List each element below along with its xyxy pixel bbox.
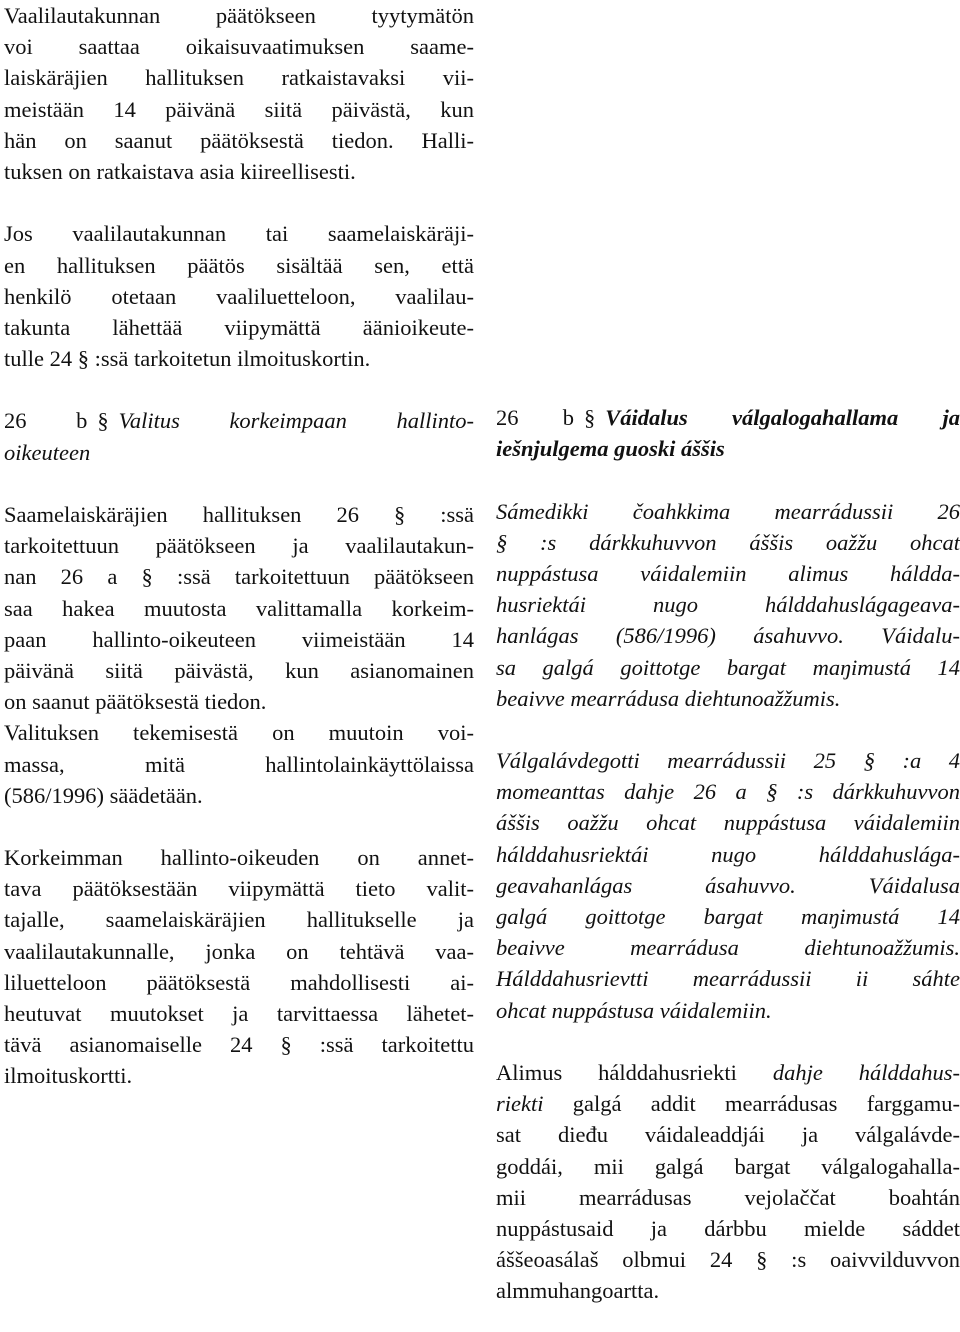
text-line: tajalle, saamelaiskäräjien hallitukselle ja bbox=[4, 907, 474, 933]
paragraph-election-committee bbox=[496, 745, 960, 1026]
text-line: riekti galgá addit mearrádusas farggamu- bbox=[496, 1091, 960, 1117]
text-line: beaivve mearrádusa diehtunoažžumis. bbox=[496, 935, 960, 961]
text-line: Vaalilautakunnan päätökseen tyytymätön bbox=[4, 3, 474, 28]
text-line: áššis oažžu ohcat nuppástusa váidalemiin bbox=[496, 810, 960, 836]
text-line: hanlágas (586/1996) ásahuvvo. Váidalu- bbox=[496, 623, 960, 649]
text-line: liluetteloon päätöksestä mahdollisesti ai- bbox=[4, 969, 474, 995]
section-sign: § bbox=[97, 408, 109, 434]
text-line: on saanut päätöksestä tiedon. bbox=[4, 689, 267, 715]
text-line: áššeoasálaš olbmui 24 § :s oaivvilduvvon bbox=[496, 1247, 960, 1273]
text-line: Hálddahusrievtti mearrádussii ii sáhte bbox=[496, 966, 960, 992]
text-line: henkilö otetaan vaaliluetteloon, vaalilau- bbox=[4, 283, 474, 309]
section-sign: § bbox=[583, 405, 596, 430]
section-heading bbox=[4, 405, 474, 467]
text-line: hän on saanut päätöksestä tiedon. Halli- bbox=[4, 127, 474, 153]
left-column bbox=[4, 0, 474, 1092]
text-line: hálddahusriektái nugo hálddahuslága- bbox=[496, 841, 960, 867]
text-line: geavahanlágas ásahuvvo. Váidalusa bbox=[496, 872, 960, 898]
text-line: en hallituksen päätös sisältää sen, että bbox=[4, 252, 474, 278]
text-line: nuppástusaid ja dárbbu mielde sáddet bbox=[496, 1215, 960, 1241]
section-title: Váidalus válgalogahallama ja bbox=[605, 405, 960, 430]
text-line: heutuvat muutokset ja tarvittaessa lähetet- bbox=[4, 1001, 474, 1026]
text-line: galgá goittotge bargat maŋimustá 14 bbox=[496, 904, 960, 929]
paragraph-appeal-court bbox=[4, 499, 474, 811]
text-line: laiskäräjien hallituksen ratkaistavaksi vii- bbox=[4, 65, 474, 91]
paragraph-voter-card bbox=[4, 218, 474, 374]
text-line: nuppástusa váidalemiin alimus háldda- bbox=[496, 560, 960, 586]
text-line: momeanttas dahje 26 a § :s dárkkuhuvvon bbox=[496, 779, 960, 805]
text-line: massa, mitä hallintolainkäyttölaissa bbox=[4, 751, 474, 777]
text-line: goddái, mii galgá bargat válgalogahalla- bbox=[496, 1153, 960, 1179]
section-heading bbox=[496, 402, 960, 464]
text-line: tuksen on ratkaistava asia kiireellisesti. bbox=[4, 158, 356, 184]
section-title-continued: iešnjulgema guoski áššis bbox=[496, 436, 725, 462]
section-title-continued: oikeuteen bbox=[4, 439, 91, 465]
text-line: Válgalávdegotti mearrádussii 25 § :a 4 bbox=[496, 748, 960, 774]
paragraph-appeal-board bbox=[4, 0, 474, 187]
text-line: nan 26 a § :ssä tarkoitettuun päätökseen bbox=[4, 564, 474, 590]
text-line: Korkeimman hallinto-oikeuden on annet- bbox=[4, 845, 474, 871]
text-line: Saamelaiskäräjien hallituksen 26 § :ssä bbox=[4, 502, 474, 527]
section-number: 26 b bbox=[4, 408, 88, 434]
text-line: sat dieđu váidaleaddjái ja válgalávde- bbox=[496, 1122, 960, 1148]
text-line: mii mearrádusas vejolaččat boahtán bbox=[496, 1184, 960, 1210]
text-line: almmuhangoartta. bbox=[496, 1278, 660, 1304]
section-title: Valitus korkeimpaan hallinto- bbox=[118, 408, 474, 434]
text-line: vaalilautakunnalle, jonka on tehtävä vaa- bbox=[4, 938, 474, 964]
text-line: tävä asianomaiselle 24 § :ssä tarkoitettu bbox=[4, 1032, 474, 1058]
text-line: paan hallinto-oikeuteen viimeistään 14 bbox=[4, 626, 474, 652]
text-line: sa galgá goittotge bargat maŋimustá 14 bbox=[496, 654, 960, 680]
text-line: Jos vaalilautakunnan tai saamelaiskäräji- bbox=[4, 221, 474, 247]
text-line: tarkoitettuun päätökseen ja vaalilautakun- bbox=[4, 533, 474, 559]
text-line: husriektái nugo hálddahuslágageava- bbox=[496, 592, 960, 618]
section-number: 26 b bbox=[496, 405, 574, 430]
text-line: saa hakea muutosta valittamalla korkeim- bbox=[4, 595, 474, 621]
text-line: beaivve mearrádusa diehtunoažžumis. bbox=[496, 685, 841, 711]
text-line: tava päätöksestään viipymättä tieto valit- bbox=[4, 876, 474, 902]
text-line: Alimus hálddahusriekti dahje hálddahus- bbox=[496, 1059, 960, 1085]
text-line: päivänä siitä päivästä, kun asianomainen bbox=[4, 657, 474, 683]
text-line: takunta lähettää viipymättä äänioikeute- bbox=[4, 314, 474, 340]
text-line: tulle 24 § :ssä tarkoitetun ilmoituskortin. bbox=[4, 346, 371, 372]
text-line: § :s dárkkuhuvvon áššis oažžu ohcat bbox=[496, 529, 960, 555]
text-line: Valituksen tekemisestä on muutoin voi- bbox=[4, 720, 474, 746]
paragraph-supreme-court bbox=[496, 1057, 960, 1307]
right-column bbox=[496, 402, 960, 1306]
text-line: (586/1996) säädetään. bbox=[4, 782, 203, 808]
paragraph-court-notice bbox=[4, 842, 474, 1092]
text-line: ilmoituskortti. bbox=[4, 1063, 133, 1089]
text-line: ohcat nuppástusa váidalemiin. bbox=[496, 997, 772, 1023]
text-line: Sámedikki čoahkkima mearrádussii 26 bbox=[496, 498, 960, 524]
paragraph-sami-appeal bbox=[496, 496, 960, 714]
text-line: voi saattaa oikaisuvaatimuksen saame- bbox=[4, 34, 474, 60]
text-line: meistään 14 päivänä siitä päivästä, kun bbox=[4, 96, 474, 122]
